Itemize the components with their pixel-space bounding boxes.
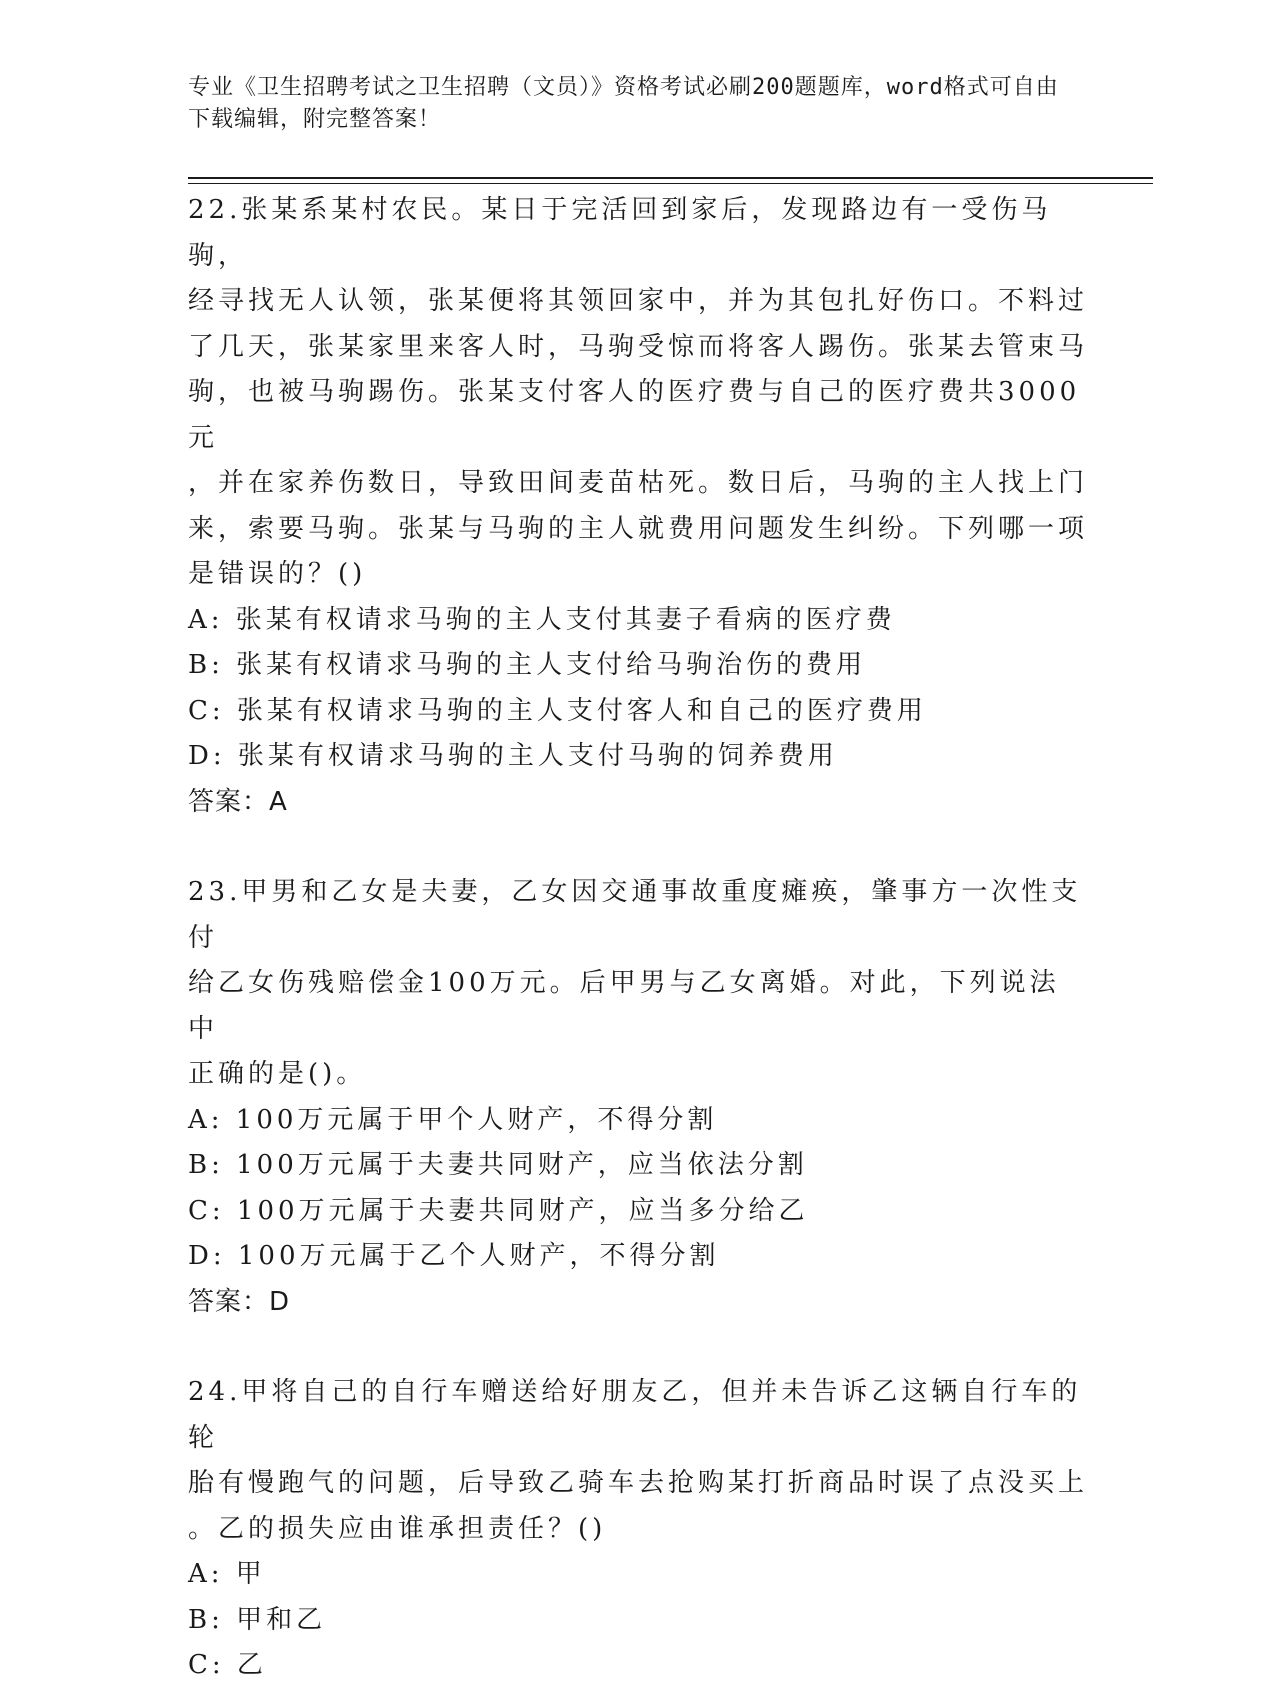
- question-22: [188, 188, 1088, 825]
- option-b: B: 张某有权请求马驹的主人支付给马驹治伤的费用: [188, 650, 867, 680]
- question-24: [188, 1370, 1088, 1689]
- option-a: A: 甲: [188, 1559, 266, 1589]
- header-divider-thin: [188, 183, 1153, 184]
- question-stem: 22.张某系某村农民。某日于完活回到家后，发现路边有一受伤马驹， 经寻找无人认领，张某便将其领回家中，并为其包扎好伤口。不料过 了几天，张某家里来客人时，马驹受惊而将客人踢伤。张某去管束马 驹，也被马驹踢伤。张某支付客人的医疗费与自己的医疗费共3000元 ，并在家养伤数日，导致田间麦苗枯死。数日后，马驹的主人找上门 来，索要马驹。张某与马驹的主人就费用问题发生纠纷。下列哪一项 是错误的？(): [188, 195, 1089, 589]
- question-list: [188, 188, 1088, 1689]
- option-list: [188, 1098, 1088, 1280]
- option-c: C: 张某有权请求马驹的主人支付客人和自己的医疗费用: [188, 695, 927, 726]
- question-stem: 23.甲男和乙女是夫妻，乙女因交通事故重度瘫痪，肇事方一次性支付 给乙女伤残赔偿金100万元。后甲男与乙女离婚。对此，下列说法中 正确的是()。: [188, 877, 1082, 1089]
- page-header: 专业《卫生招聘考试之卫生招聘（文员）》资格考试必刷200题题库，word格式可自由下载编辑，附完整答案！: [188, 75, 1059, 132]
- answer-text: 答案：D: [188, 1286, 291, 1317]
- option-b: B: 100万元属于夫妻共同财产，应当依法分割: [188, 1150, 808, 1180]
- option-d: D: 张某有权请求马驹的主人支付马驹的饲养费用: [188, 741, 838, 771]
- option-c: C: 乙: [188, 1650, 267, 1680]
- option-a: A: 100万元属于甲个人财产，不得分割: [188, 1104, 718, 1135]
- option-d: D: 100万元属于乙个人财产，不得分割: [188, 1241, 720, 1271]
- option-list: [188, 1552, 1088, 1689]
- option-c: C: 100万元属于夫妻共同财产，应当多分给乙: [188, 1195, 809, 1226]
- option-list: [188, 598, 1088, 780]
- option-a: A: 张某有权请求马驹的主人支付其妻子看病的医疗费: [188, 604, 896, 635]
- answer-text: 答案：A: [188, 786, 288, 817]
- question-23: [188, 870, 1088, 1325]
- header-divider-thick: [188, 177, 1153, 179]
- option-b: B: 甲和乙: [188, 1604, 327, 1635]
- question-stem: 24.甲将自己的自行车赠送给好朋友乙，但并未告诉乙这辆自行车的轮 胎有慢跑气的问题，后导致乙骑车去抢购某打折商品时误了点没买上 。乙的损失应由谁承担责任？(): [188, 1377, 1089, 1544]
